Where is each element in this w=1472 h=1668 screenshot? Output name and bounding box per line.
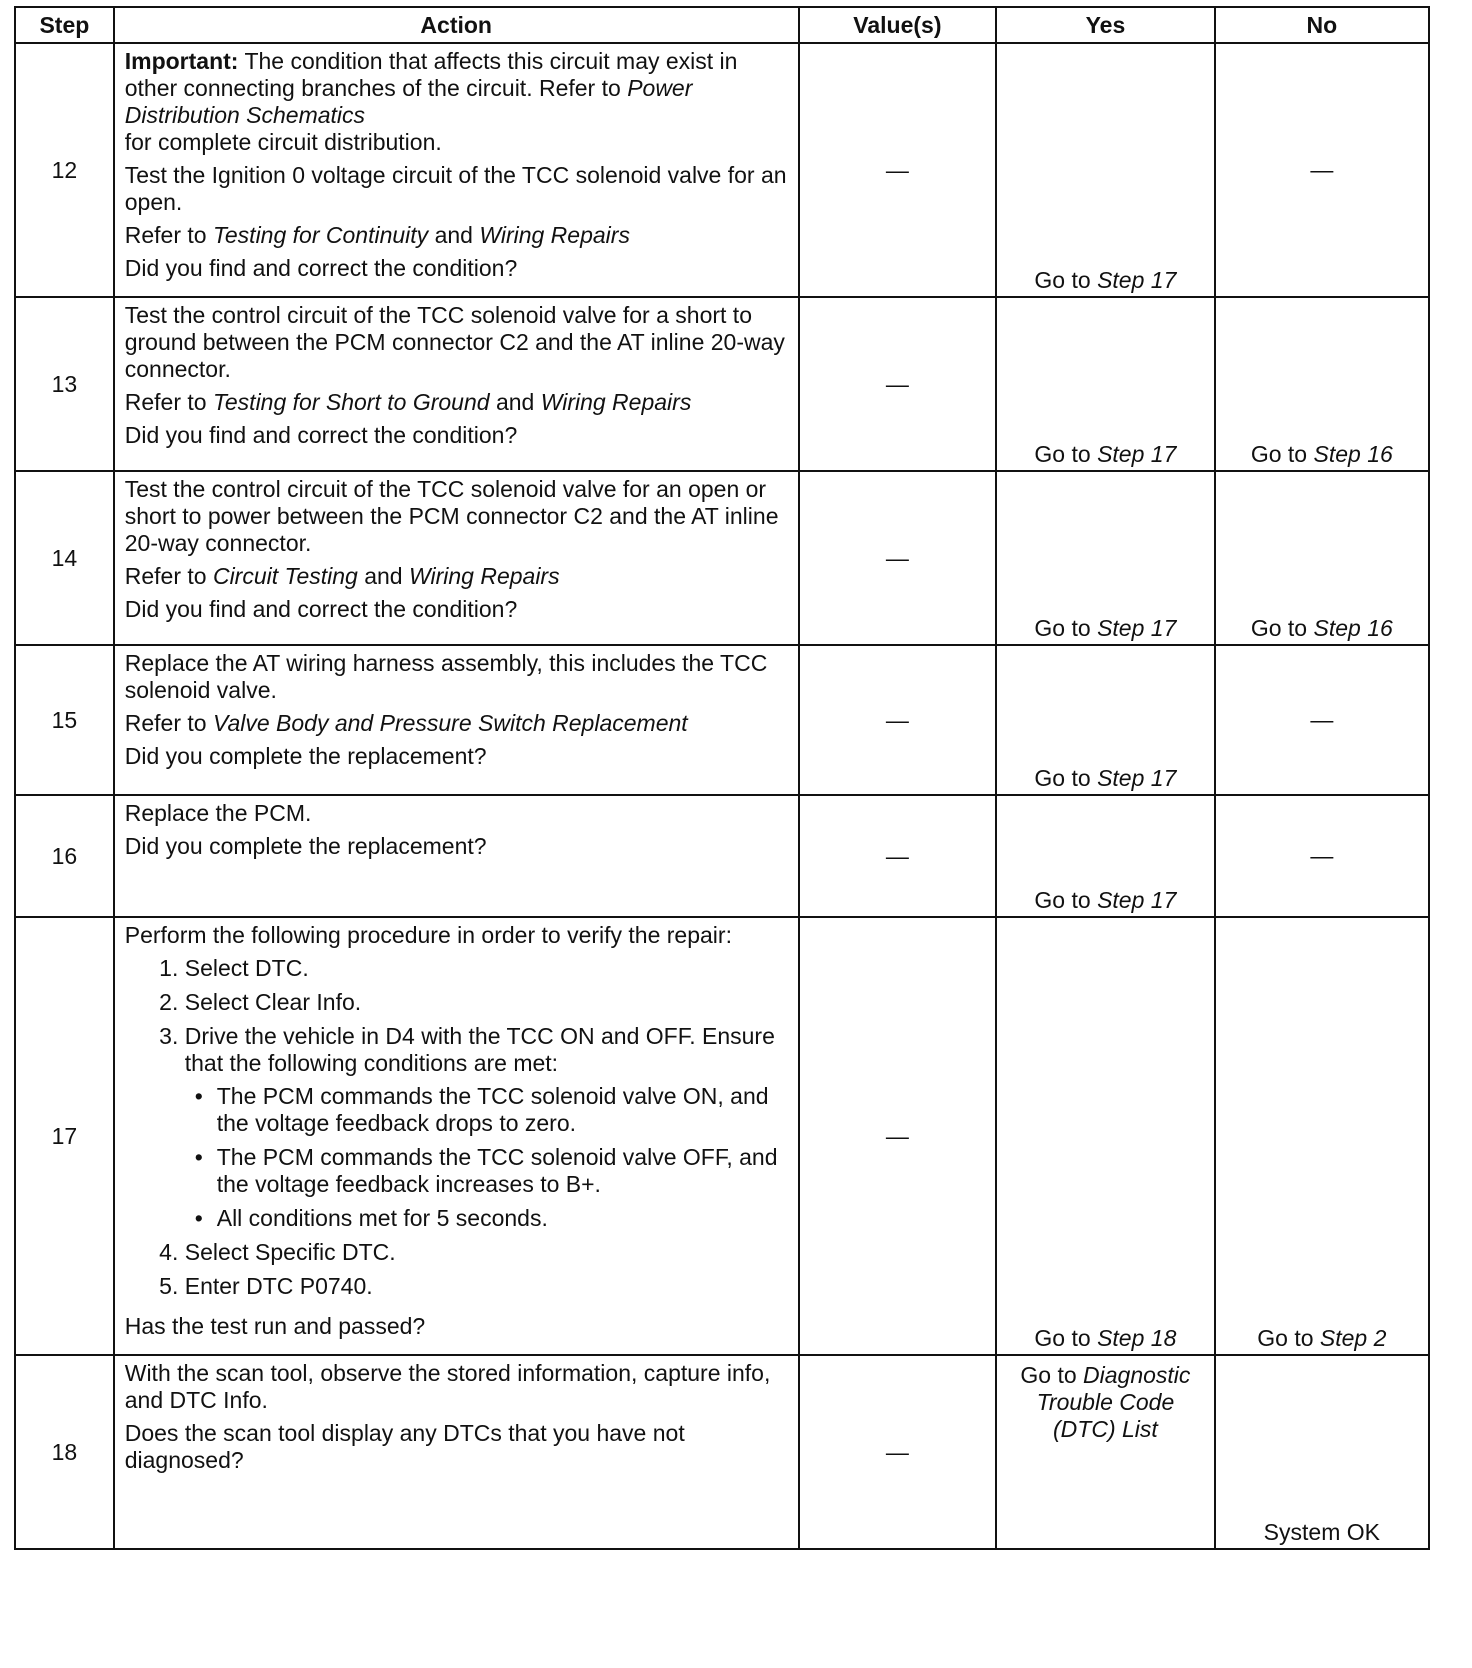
yes-action[interactable]: [997, 1325, 1214, 1352]
important-label: Important:: [124, 48, 239, 74]
step-number: 15: [15, 645, 114, 795]
no-target[interactable]: Step 16: [1313, 615, 1393, 641]
step-number: 17: [15, 917, 114, 1355]
question: Has the test run and passed?: [124, 1313, 426, 1339]
question: Did you find and correct the condition?: [124, 422, 518, 448]
refer-line: [125, 710, 790, 737]
action-text: With the scan tool, observe the stored information, capture info, and DTC Info.: [124, 1360, 771, 1413]
go-to-label: Go to: [1034, 267, 1091, 293]
list-item: 2. Select Clear Info.: [185, 989, 790, 1016]
table-row-step-12: [15, 43, 1429, 297]
table-row-step-14: [15, 471, 1429, 645]
go-to-label: Go to: [1250, 441, 1308, 467]
no-value: —: [1310, 842, 1334, 869]
action-cell: [114, 297, 799, 471]
refer-label: Refer to: [124, 389, 207, 415]
value-cell: —: [799, 1355, 996, 1549]
value-cell: —: [799, 917, 996, 1355]
table-row-step-15: [15, 645, 1429, 795]
yes-cell: [996, 1355, 1215, 1549]
action-cell: [114, 471, 799, 645]
reference-link[interactable]: Wiring Repairs: [540, 389, 692, 415]
no-value: System OK: [1263, 1519, 1380, 1545]
step-number: 16: [15, 795, 114, 917]
value-cell: —: [799, 471, 996, 645]
action-text: Test the control circuit of the TCC solenoid valve for a short to ground between the PCM connector C2 and the AT inline 20-way connector.: [124, 302, 785, 382]
condition-list: [185, 1083, 790, 1232]
step-number: 18: [15, 1355, 114, 1549]
go-to-label: Go to: [1257, 1325, 1314, 1351]
procedure-list: [125, 955, 790, 1307]
action-text: Replace the AT wiring harness assembly, this includes the TCC solenoid valve.: [124, 650, 768, 703]
question: Did you complete the replacement?: [124, 743, 487, 769]
action-cell: [114, 645, 799, 795]
no-cell: [1215, 795, 1429, 917]
step-number: 13: [15, 297, 114, 471]
list-item-text: Drive the vehicle in D4 with the TCC ON and OFF. Ensure that the following conditions are met:: [184, 1023, 775, 1076]
no-target[interactable]: Step 2: [1319, 1325, 1387, 1351]
table-header-row: [15, 7, 1429, 43]
refer-line: [125, 389, 790, 416]
question: Did you complete the replacement?: [124, 833, 487, 859]
important-text: The condition that affects this circuit may exist in other connecting branches of the circuit. Refer to: [124, 48, 738, 101]
table-row-step-13: [15, 297, 1429, 471]
header-values: Value(s): [799, 7, 996, 43]
refer-label: Refer to: [124, 710, 207, 736]
value-cell: —: [799, 645, 996, 795]
yes-action[interactable]: [997, 1362, 1214, 1443]
important-note: [125, 48, 790, 156]
header-action: Action: [114, 7, 799, 43]
yes-action[interactable]: [997, 267, 1214, 294]
yes-target[interactable]: Step 17: [1097, 615, 1177, 641]
action-text: Perform the following procedure in order to verify the repair:: [124, 922, 732, 948]
header-step: Step: [15, 7, 114, 43]
reference-link[interactable]: Testing for Continuity: [212, 222, 429, 248]
yes-target[interactable]: Diagnostic Trouble Code (DTC) List: [1036, 1362, 1191, 1442]
table-row-step-17: [15, 917, 1429, 1355]
value-cell: —: [799, 795, 996, 917]
list-item: 4. Select Specific DTC.: [185, 1239, 790, 1266]
yes-action[interactable]: [997, 765, 1214, 792]
and-text: and: [434, 222, 473, 248]
no-action[interactable]: [1216, 615, 1428, 642]
action-text: Replace the PCM.: [124, 800, 312, 826]
and-text: and: [364, 563, 403, 589]
condition-item: • The PCM commands the TCC solenoid valve ON, and the voltage feedback drops to zero.: [217, 1083, 790, 1137]
go-to-label: Go to: [1034, 765, 1091, 791]
yes-action[interactable]: [997, 615, 1214, 642]
question: Did you find and correct the condition?: [124, 255, 518, 281]
action-cell: [114, 43, 799, 297]
action-text: Test the Ignition 0 voltage circuit of the TCC solenoid valve for an open.: [124, 162, 787, 215]
yes-cell: [996, 43, 1215, 297]
no-target[interactable]: Step 16: [1313, 441, 1393, 467]
yes-action[interactable]: [997, 887, 1214, 914]
go-to-label: Go to: [1034, 887, 1091, 913]
diagnostic-table-sheet: [14, 6, 1430, 1646]
yes-target[interactable]: Step 18: [1097, 1325, 1177, 1351]
condition-item: • All conditions met for 5 seconds.: [217, 1205, 790, 1232]
list-item: [185, 1023, 790, 1232]
action-cell: [114, 917, 799, 1355]
refer-label: Refer to: [124, 222, 207, 248]
yes-cell: [996, 917, 1215, 1355]
reference-link[interactable]: Valve Body and Pressure Switch Replacement: [212, 710, 688, 736]
reference-link[interactable]: Testing for Short to Ground: [212, 389, 490, 415]
go-to-label: Go to: [1020, 1362, 1077, 1388]
no-cell: [1215, 917, 1429, 1355]
no-cell: [1215, 471, 1429, 645]
no-cell: [1215, 297, 1429, 471]
action-cell: [114, 795, 799, 917]
action-cell: [114, 1355, 799, 1549]
refer-line: [125, 222, 790, 249]
refer-line: [125, 563, 790, 590]
question: Did you find and correct the condition?: [124, 596, 518, 622]
no-cell: [1215, 1355, 1429, 1549]
and-text: and: [495, 389, 535, 415]
go-to-label: Go to: [1250, 615, 1308, 641]
no-value: —: [1310, 706, 1334, 733]
reference-link[interactable]: Circuit Testing: [212, 563, 358, 589]
important-tail: for complete circuit distribution.: [124, 129, 442, 155]
question: Does the scan tool display any DTCs that you have not diagnosed?: [124, 1420, 685, 1473]
diagnostic-table: [14, 6, 1430, 1550]
go-to-label: Go to: [1034, 615, 1091, 641]
condition-item: • The PCM commands the TCC solenoid valve OFF, and the voltage feedback increases to B+.: [217, 1144, 790, 1198]
value-cell: —: [799, 297, 996, 471]
step-number: 14: [15, 471, 114, 645]
yes-cell: [996, 297, 1215, 471]
list-item: 5. Enter DTC P0740.: [185, 1273, 790, 1300]
step-number: 12: [15, 43, 114, 297]
yes-action[interactable]: [997, 441, 1214, 468]
yes-cell: [996, 795, 1215, 917]
refer-label: Refer to: [124, 563, 207, 589]
go-to-label: Go to: [1034, 441, 1091, 467]
header-no: No: [1215, 7, 1429, 43]
table-row-step-18: [15, 1355, 1429, 1549]
yes-target[interactable]: Step 17: [1097, 267, 1177, 293]
no-cell: [1215, 43, 1429, 297]
header-yes: Yes: [996, 7, 1215, 43]
yes-cell: [996, 471, 1215, 645]
yes-target[interactable]: Step 17: [1097, 765, 1177, 791]
reference-link[interactable]: Wiring Repairs: [479, 222, 630, 248]
list-item: 1. Select DTC.: [185, 955, 790, 982]
no-value: —: [1310, 156, 1334, 183]
no-action[interactable]: [1216, 441, 1428, 468]
no-cell: [1215, 645, 1429, 795]
action-text: Test the control circuit of the TCC solenoid valve for an open or short to power between the PCM connector C2 and the AT inline 20-way connector.: [124, 476, 779, 556]
yes-target[interactable]: Step 17: [1097, 441, 1177, 467]
yes-cell: [996, 645, 1215, 795]
table-row-step-16: [15, 795, 1429, 917]
reference-link[interactable]: Power Distribution Schematics: [124, 75, 693, 128]
value-cell: —: [799, 43, 996, 297]
no-action[interactable]: [1216, 1325, 1428, 1352]
yes-target[interactable]: Step 17: [1097, 887, 1177, 913]
go-to-label: Go to: [1034, 1325, 1091, 1351]
reference-link[interactable]: Wiring Repairs: [408, 563, 560, 589]
